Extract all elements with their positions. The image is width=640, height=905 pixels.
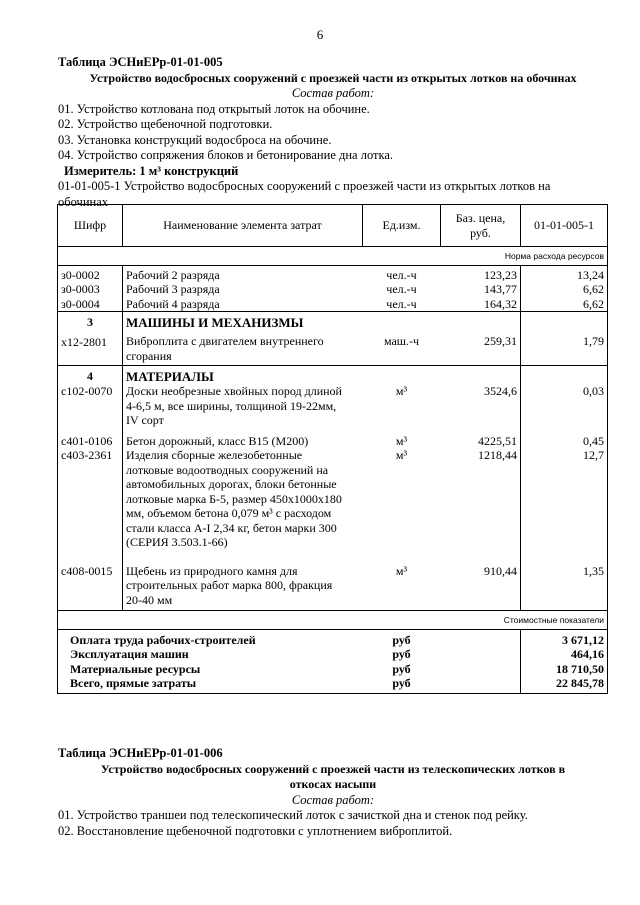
work-step: 01. Устройство котлована под открытый лоток на обочине. <box>58 101 370 116</box>
cell-norm: 13,24 <box>577 267 604 282</box>
cell-code: с102-0070 <box>61 384 113 398</box>
table-title: Таблица ЭСНиЕРр-01-01-006 <box>58 746 223 760</box>
cell-unit: м³ <box>395 433 408 448</box>
table-subtitle: Устройство водосбросных сооружений с проезжей части из открытых лотков на обочинах <box>89 70 577 85</box>
total-value: 464,16 <box>571 647 604 661</box>
work-step: 01. Устройство траншеи под телескопический лоток с зачисткой дна и стенок под рейку. <box>58 808 528 822</box>
table-row <box>58 265 608 282</box>
cell-name: Рабочий 2 разряда <box>123 265 363 282</box>
work-step: 03. Установка конструкций водосброса на обочине. <box>58 132 332 147</box>
cell-norm: 0,45 <box>583 433 604 448</box>
section-number: 4 <box>87 369 93 383</box>
cell-price: 4225,51 <box>441 434 521 449</box>
section-title: МАШИНЫ И МЕХАНИЗМЫ <box>126 315 304 330</box>
table-row <box>58 448 608 564</box>
total-name: Оплата труда рабочих-строителей <box>70 632 256 647</box>
cell-unit: чел.-ч <box>386 296 417 311</box>
cost-caption: Стоимостные показатели <box>58 611 608 630</box>
total-name: Материальные ресурсы <box>70 661 201 676</box>
table-header-row <box>58 205 608 247</box>
section-number: 3 х12-2801 <box>58 312 123 366</box>
total-row <box>58 676 608 693</box>
cell-unit: маш.-ч <box>383 334 420 348</box>
cell-name: МАШИНЫ И МЕХАНИЗМЫ Виброплита с двигателем внутреннего сгорания <box>123 312 363 366</box>
cell-unit: м³ <box>395 448 408 462</box>
total-unit: руб <box>392 647 411 661</box>
cell-price: 1218,44 <box>441 448 521 564</box>
cell-norm: 6,62 <box>583 296 604 311</box>
header-price: Баз. цена, руб. <box>441 205 521 247</box>
norm-caption-row <box>58 247 608 266</box>
cell-norm: 12,7 <box>583 448 604 462</box>
cell-price: 259,31 <box>441 312 521 366</box>
cell-price: 910,44 <box>441 564 521 611</box>
cell-price: 123,23 <box>441 265 521 282</box>
cell-norm: 1,35 <box>583 563 604 578</box>
cell-name: Рабочий 3 разряда <box>123 282 363 297</box>
total-unit: руб <box>392 676 411 690</box>
cell-code: з0-0004 <box>61 296 100 311</box>
composition-label: Состав работ: <box>291 792 375 807</box>
total-unit: руб <box>392 632 411 647</box>
cell-name: Щебень из природного камня для строительных работ марка 800, фракция 20-40 мм <box>123 564 363 611</box>
cell-norm: 0,03 <box>583 384 604 398</box>
machines-section-row <box>58 312 608 366</box>
cell-unit: чел.-ч <box>386 282 417 296</box>
cell-price: 164,32 <box>441 297 521 312</box>
cell-name: Доски необрезные хвойных пород длиной 4-6,5 м, все ширины, толщиной 19-22мм, IV сорт <box>123 384 363 434</box>
table-title: Таблица ЭСНиЕРр-01-01-005 <box>58 55 223 69</box>
work-step: 02. Восстановление щебеночной подготовки с уплотнением виброплитой. <box>58 823 453 838</box>
norm-caption: Норма расхода ресурсов <box>58 247 608 266</box>
header-name: Наименование элемента затрат <box>123 205 363 247</box>
cell-code: с401-0106 <box>61 433 113 448</box>
total-row <box>58 647 608 662</box>
total-value: 18 710,50 <box>556 661 604 676</box>
table-row <box>58 297 608 312</box>
cell-unit: чел.-ч <box>386 267 417 282</box>
total-unit: руб <box>392 661 411 676</box>
total-value: 22 845,78 <box>556 676 604 690</box>
cell-unit: м³ <box>395 563 408 578</box>
total-name: Эксплуатация машин <box>70 647 189 661</box>
cell-code: з0-0002 <box>61 267 100 282</box>
cell-norm: 1,79 <box>583 334 604 348</box>
cell-code: з0-0003 <box>61 282 100 296</box>
total-row <box>58 629 608 647</box>
cost-caption-row <box>58 611 608 630</box>
header-unit: Ед.изм. <box>363 205 441 247</box>
cell-norm: 6,62 <box>583 282 604 296</box>
total-value: 3 671,12 <box>562 632 604 647</box>
work-step: 02. Устройство щебеночной подготовки. <box>58 117 273 131</box>
work-step: 04. Устройство сопряжения блоков и бетонирование дна лотка. <box>58 148 394 162</box>
table-row <box>58 384 608 434</box>
composition-label: Состав работ: <box>291 86 375 100</box>
meter-label: Измеритель: 1 м³ конструкций <box>64 163 239 178</box>
cell-name: Бетон дорожный, класс В15 (М200) <box>123 434 363 449</box>
section-title: МАТЕРИАЛЫ <box>123 366 363 385</box>
table-row <box>58 282 608 297</box>
cell-price: 3524,6 <box>441 384 521 434</box>
header-norm: 01-01-005-1 <box>521 205 608 247</box>
section-header-005 <box>58 55 608 210</box>
cell-unit: м³ <box>395 384 408 398</box>
cell-code: х12-2801 <box>61 334 107 349</box>
header-code: Шифр <box>58 205 123 247</box>
page-number: 6 <box>316 27 324 42</box>
cell-name: Рабочий 4 разряда <box>123 297 363 312</box>
cell-price: 143,77 <box>441 282 521 297</box>
table-subtitle-cont: откосах насыпи <box>289 777 377 791</box>
section-header-006 <box>58 746 608 839</box>
cell-code: с403-2361 <box>61 448 113 462</box>
total-row <box>58 662 608 677</box>
item-description-cont: обочинах <box>58 194 108 209</box>
cell-code: с408-0015 <box>61 563 113 578</box>
item-description: 01-01-005-1 Устройство водосбросных сооружений с проезжей части из открытых лотков на <box>58 179 551 193</box>
total-name: Всего, прямые затраты <box>70 676 197 690</box>
materials-section-row <box>58 366 608 385</box>
table-row <box>58 564 608 611</box>
table-row <box>58 434 608 449</box>
table-subtitle: Устройство водосбросных сооружений с проезжей части из телескопических лотков в <box>100 761 566 776</box>
cell-name: Изделия сборные железобетонные лотковые водоотводных сооружений на автомобильных дорогах, блоки бетонные лотковые марка Б-5, размер 450х1000х180 мм, объемом бетона 0,079 м³ с расходом стали класса А-I 2,34 кг, бетон марки 300 (СЕРИЯ 3.503.1-66) <box>123 448 363 564</box>
resource-table <box>57 204 608 694</box>
